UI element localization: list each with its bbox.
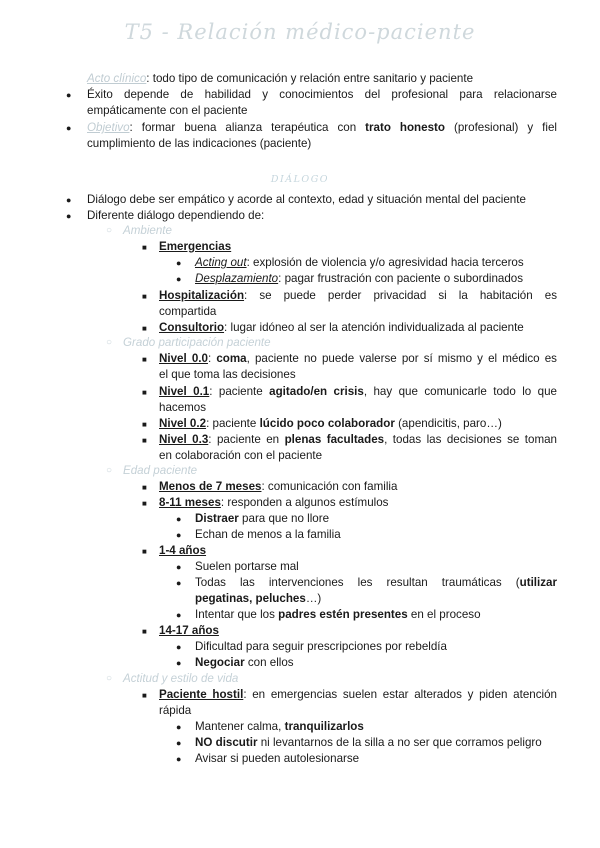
nivel-0-3-line-2: en colaboración con el paciente bbox=[159, 449, 323, 462]
bullet-icon: ● bbox=[176, 722, 182, 732]
todas-intervenciones-line-2: pegatinas, peluches…) bbox=[195, 592, 322, 605]
square-bullet-icon: ■ bbox=[142, 243, 147, 252]
paciente-hostil-line-1: Paciente hostil: en emergencias suelen estar alterados y piden atención bbox=[159, 688, 557, 701]
bullet-icon: ● bbox=[176, 610, 182, 620]
square-bullet-icon: ■ bbox=[142, 547, 147, 556]
square-bullet-icon: ■ bbox=[142, 436, 147, 445]
circle-bullet-icon: ○ bbox=[106, 337, 113, 348]
menos-7-meses-line: Menos de 7 meses: comunicación con familia bbox=[159, 480, 398, 493]
bullet-icon: ● bbox=[176, 530, 182, 540]
consultorio-line: Consultorio: lugar idóneo al ser la atención individualizada al paciente bbox=[159, 321, 524, 334]
nivel-0-3-line-1: Nivel 0.3: paciente en plenas facultades, todas las decisiones se toman bbox=[159, 433, 557, 446]
acting-out-line: Acting out: explosión de violencia y/o agresividad hacia terceros bbox=[195, 256, 524, 269]
diferente-dialogo-line: Diferente diálogo dependiendo de: bbox=[87, 209, 265, 222]
square-bullet-icon: ■ bbox=[142, 324, 147, 333]
bullet-icon: ● bbox=[66, 123, 72, 133]
exito-line-2: empáticamente con el paciente bbox=[87, 104, 248, 117]
8-11-meses-line: 8-11 meses: responden a algunos estímulos bbox=[159, 496, 389, 509]
desplazamiento-line: Desplazamiento: pagar frustración con paciente o subordinados bbox=[195, 272, 524, 285]
nivel-0-2-line: Nivel 0.2: paciente lúcido poco colaborador (apendicitis, paro…) bbox=[159, 417, 502, 430]
bullet-icon: ● bbox=[66, 195, 72, 205]
square-bullet-icon: ■ bbox=[142, 483, 147, 492]
avisar-line: Avisar si pueden autolesionarse bbox=[195, 752, 360, 765]
bullet-icon: ● bbox=[176, 274, 182, 284]
objetivo-line-2: cumplimiento de las indicaciones (paciente) bbox=[87, 137, 312, 150]
intentar-padres-line: Intentar que los padres estén presentes en el proceso bbox=[195, 608, 481, 621]
bullet-icon: ● bbox=[66, 90, 72, 100]
bullet-icon: ● bbox=[66, 211, 72, 221]
square-bullet-icon: ■ bbox=[142, 499, 147, 508]
bullet-icon: ● bbox=[176, 514, 182, 524]
dialogo-line: Diálogo debe ser empático y acorde al contexto, edad y situación mental del paciente bbox=[87, 193, 526, 206]
echan-de-menos-line: Echan de menos a la familia bbox=[195, 528, 341, 541]
bullet-icon: ● bbox=[176, 258, 182, 268]
mantener-calma-line: Mantener calma, tranquilizarlos bbox=[195, 720, 364, 733]
objetivo-term: Objetivo bbox=[87, 121, 130, 134]
objetivo-line-1: Objetivo: formar buena alianza terapéutica con trato honesto (profesional) y fiel bbox=[87, 121, 557, 134]
subheading-ambiente: Ambiente bbox=[123, 224, 172, 237]
page-title: T5 - Relación médico-paciente bbox=[124, 20, 476, 44]
distraer-line: Distraer para que no llore bbox=[195, 512, 330, 525]
subheading-actitud: Actitud y estilo de vida bbox=[123, 672, 239, 685]
nivel-0-1-line-2: hacemos bbox=[159, 401, 207, 414]
exito-line-1: Éxito depende de habilidad y conocimientos del profesional para relacionarse bbox=[87, 88, 557, 101]
1-4-anos-line: 1-4 años bbox=[159, 544, 207, 557]
circle-bullet-icon: ○ bbox=[106, 673, 113, 684]
bullet-icon: ● bbox=[176, 578, 182, 588]
nivel-0-1-line-1: Nivel 0.1: paciente agitado/en crisis, hay que comunicarle todo lo que bbox=[159, 385, 557, 398]
paciente-hostil-line-2: rápida bbox=[159, 704, 192, 717]
negociar-line: Negociar con ellos bbox=[195, 656, 294, 669]
no-discutir-line: NO discutir ni levantarnos de la silla a no ser que corramos peligro bbox=[195, 736, 542, 749]
bullet-icon: ● bbox=[176, 738, 182, 748]
square-bullet-icon: ■ bbox=[142, 420, 147, 429]
bullet-icon: ● bbox=[176, 642, 182, 652]
section-heading-dialogo: DIÁLOGO bbox=[270, 174, 330, 185]
14-17-anos-line: 14-17 años bbox=[159, 624, 219, 637]
acto-clinico-line: Acto clínico: todo tipo de comunicación y relación entre sanitario y paciente bbox=[87, 72, 474, 85]
circle-bullet-icon: ○ bbox=[106, 225, 113, 236]
square-bullet-icon: ■ bbox=[142, 355, 147, 364]
square-bullet-icon: ■ bbox=[142, 691, 147, 700]
circle-bullet-icon: ○ bbox=[106, 465, 113, 476]
square-bullet-icon: ■ bbox=[142, 292, 147, 301]
todas-intervenciones-line-1: Todas las intervenciones les resultan traumáticas (utilizar bbox=[195, 576, 557, 589]
subheading-edad-paciente: Edad paciente bbox=[123, 464, 198, 477]
acto-clinico-term: Acto clínico bbox=[87, 72, 147, 85]
nivel-0-0-line-2: el que toma las decisiones bbox=[159, 368, 296, 381]
suelen-portarse-line: Suelen portarse mal bbox=[195, 560, 299, 573]
dificultad-line: Dificultad para seguir prescripciones por rebeldía bbox=[195, 640, 447, 653]
hospitalizacion-line-2: compartida bbox=[159, 305, 217, 318]
square-bullet-icon: ■ bbox=[142, 627, 147, 636]
nivel-0-0-line-1: Nivel 0.0: coma, paciente no puede valerse por sí mismo y el médico es bbox=[159, 352, 557, 365]
subheading-grado-participacion: Grado participación paciente bbox=[123, 336, 271, 349]
hospitalizacion-line-1: Hospitalización: se puede perder privacidad si la habitación es bbox=[159, 289, 557, 302]
bullet-icon: ● bbox=[176, 658, 182, 668]
bullet-icon: ● bbox=[176, 562, 182, 572]
emergencias-line: Emergencias bbox=[159, 240, 232, 253]
square-bullet-icon: ■ bbox=[142, 388, 147, 397]
bullet-icon: ● bbox=[176, 754, 182, 764]
